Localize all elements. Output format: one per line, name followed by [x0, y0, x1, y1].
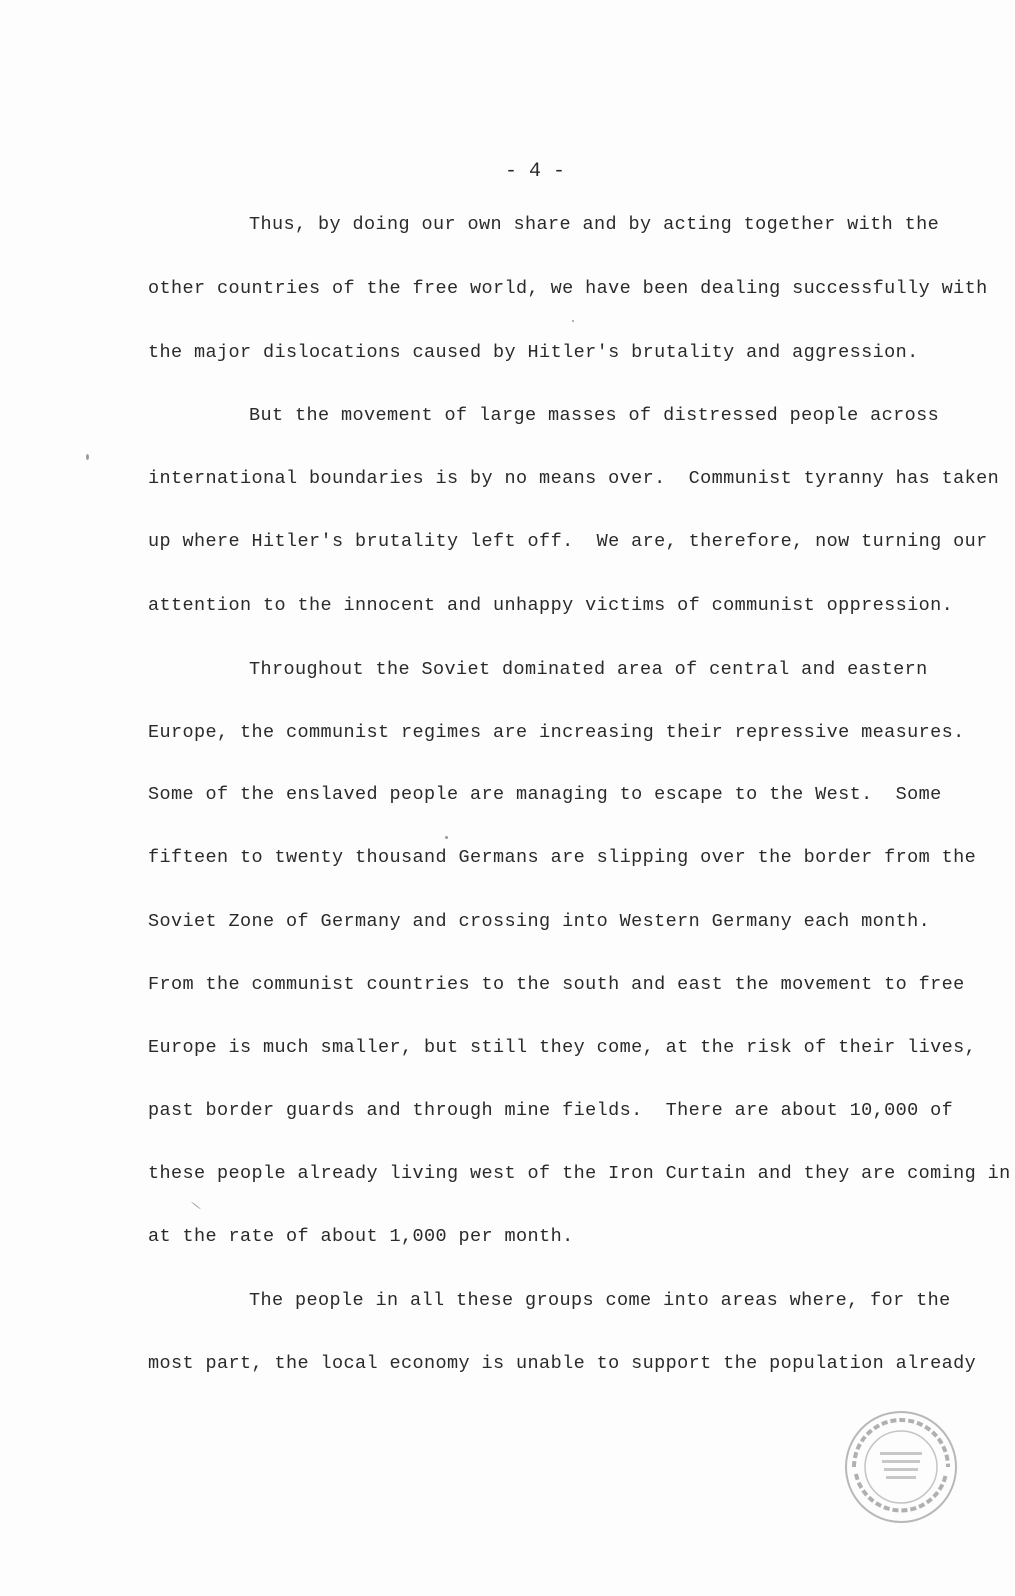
page-number: - 4 - — [505, 160, 566, 183]
text-line: attention to the innocent and unhappy victims of communist oppression. — [148, 595, 954, 616]
paper-speck — [191, 1201, 201, 1209]
archive-stamp — [842, 1408, 960, 1526]
text-line: Europe, the communist regimes are increasing their repressive measures. — [148, 722, 965, 743]
text-line: most part, the local economy is unable to support the population already — [148, 1353, 977, 1374]
text-line: other countries of the free world, we have been dealing successfully with — [148, 278, 988, 299]
text-line: these people already living west of the Iron Curtain and they are coming in — [148, 1163, 1011, 1184]
paper-speck — [445, 836, 448, 839]
text-line: From the communist countries to the south and east the movement to free — [148, 974, 965, 995]
text-line: But the movement of large masses of distressed people across — [249, 405, 940, 426]
text-line: Europe is much smaller, but still they come, at the risk of their lives, — [148, 1037, 977, 1058]
text-line: Throughout the Soviet dominated area of central and eastern — [249, 659, 928, 680]
text-line: Thus, by doing our own share and by acting together with the — [249, 214, 940, 235]
text-line: The people in all these groups come into areas where, for the — [249, 1290, 951, 1311]
text-line: Some of the enslaved people are managing to escape to the West. Some — [148, 784, 942, 805]
text-line: fifteen to twenty thousand Germans are slipping over the border from the — [148, 847, 977, 868]
text-line: Soviet Zone of Germany and crossing into Western Germany each month. — [148, 911, 931, 932]
text-line: at the rate of about 1,000 per month. — [148, 1226, 574, 1247]
text-line: past border guards and through mine fields. There are about 10,000 of — [148, 1100, 954, 1121]
paper-speck — [86, 454, 89, 460]
text-line: the major dislocations caused by Hitler's brutality and aggression. — [148, 342, 919, 363]
paper-speck — [572, 320, 574, 322]
text-line: up where Hitler's brutality left off. We are, therefore, now turning our — [148, 531, 988, 552]
text-line: international boundaries is by no means over. Communist tyranny has taken — [148, 468, 1000, 489]
